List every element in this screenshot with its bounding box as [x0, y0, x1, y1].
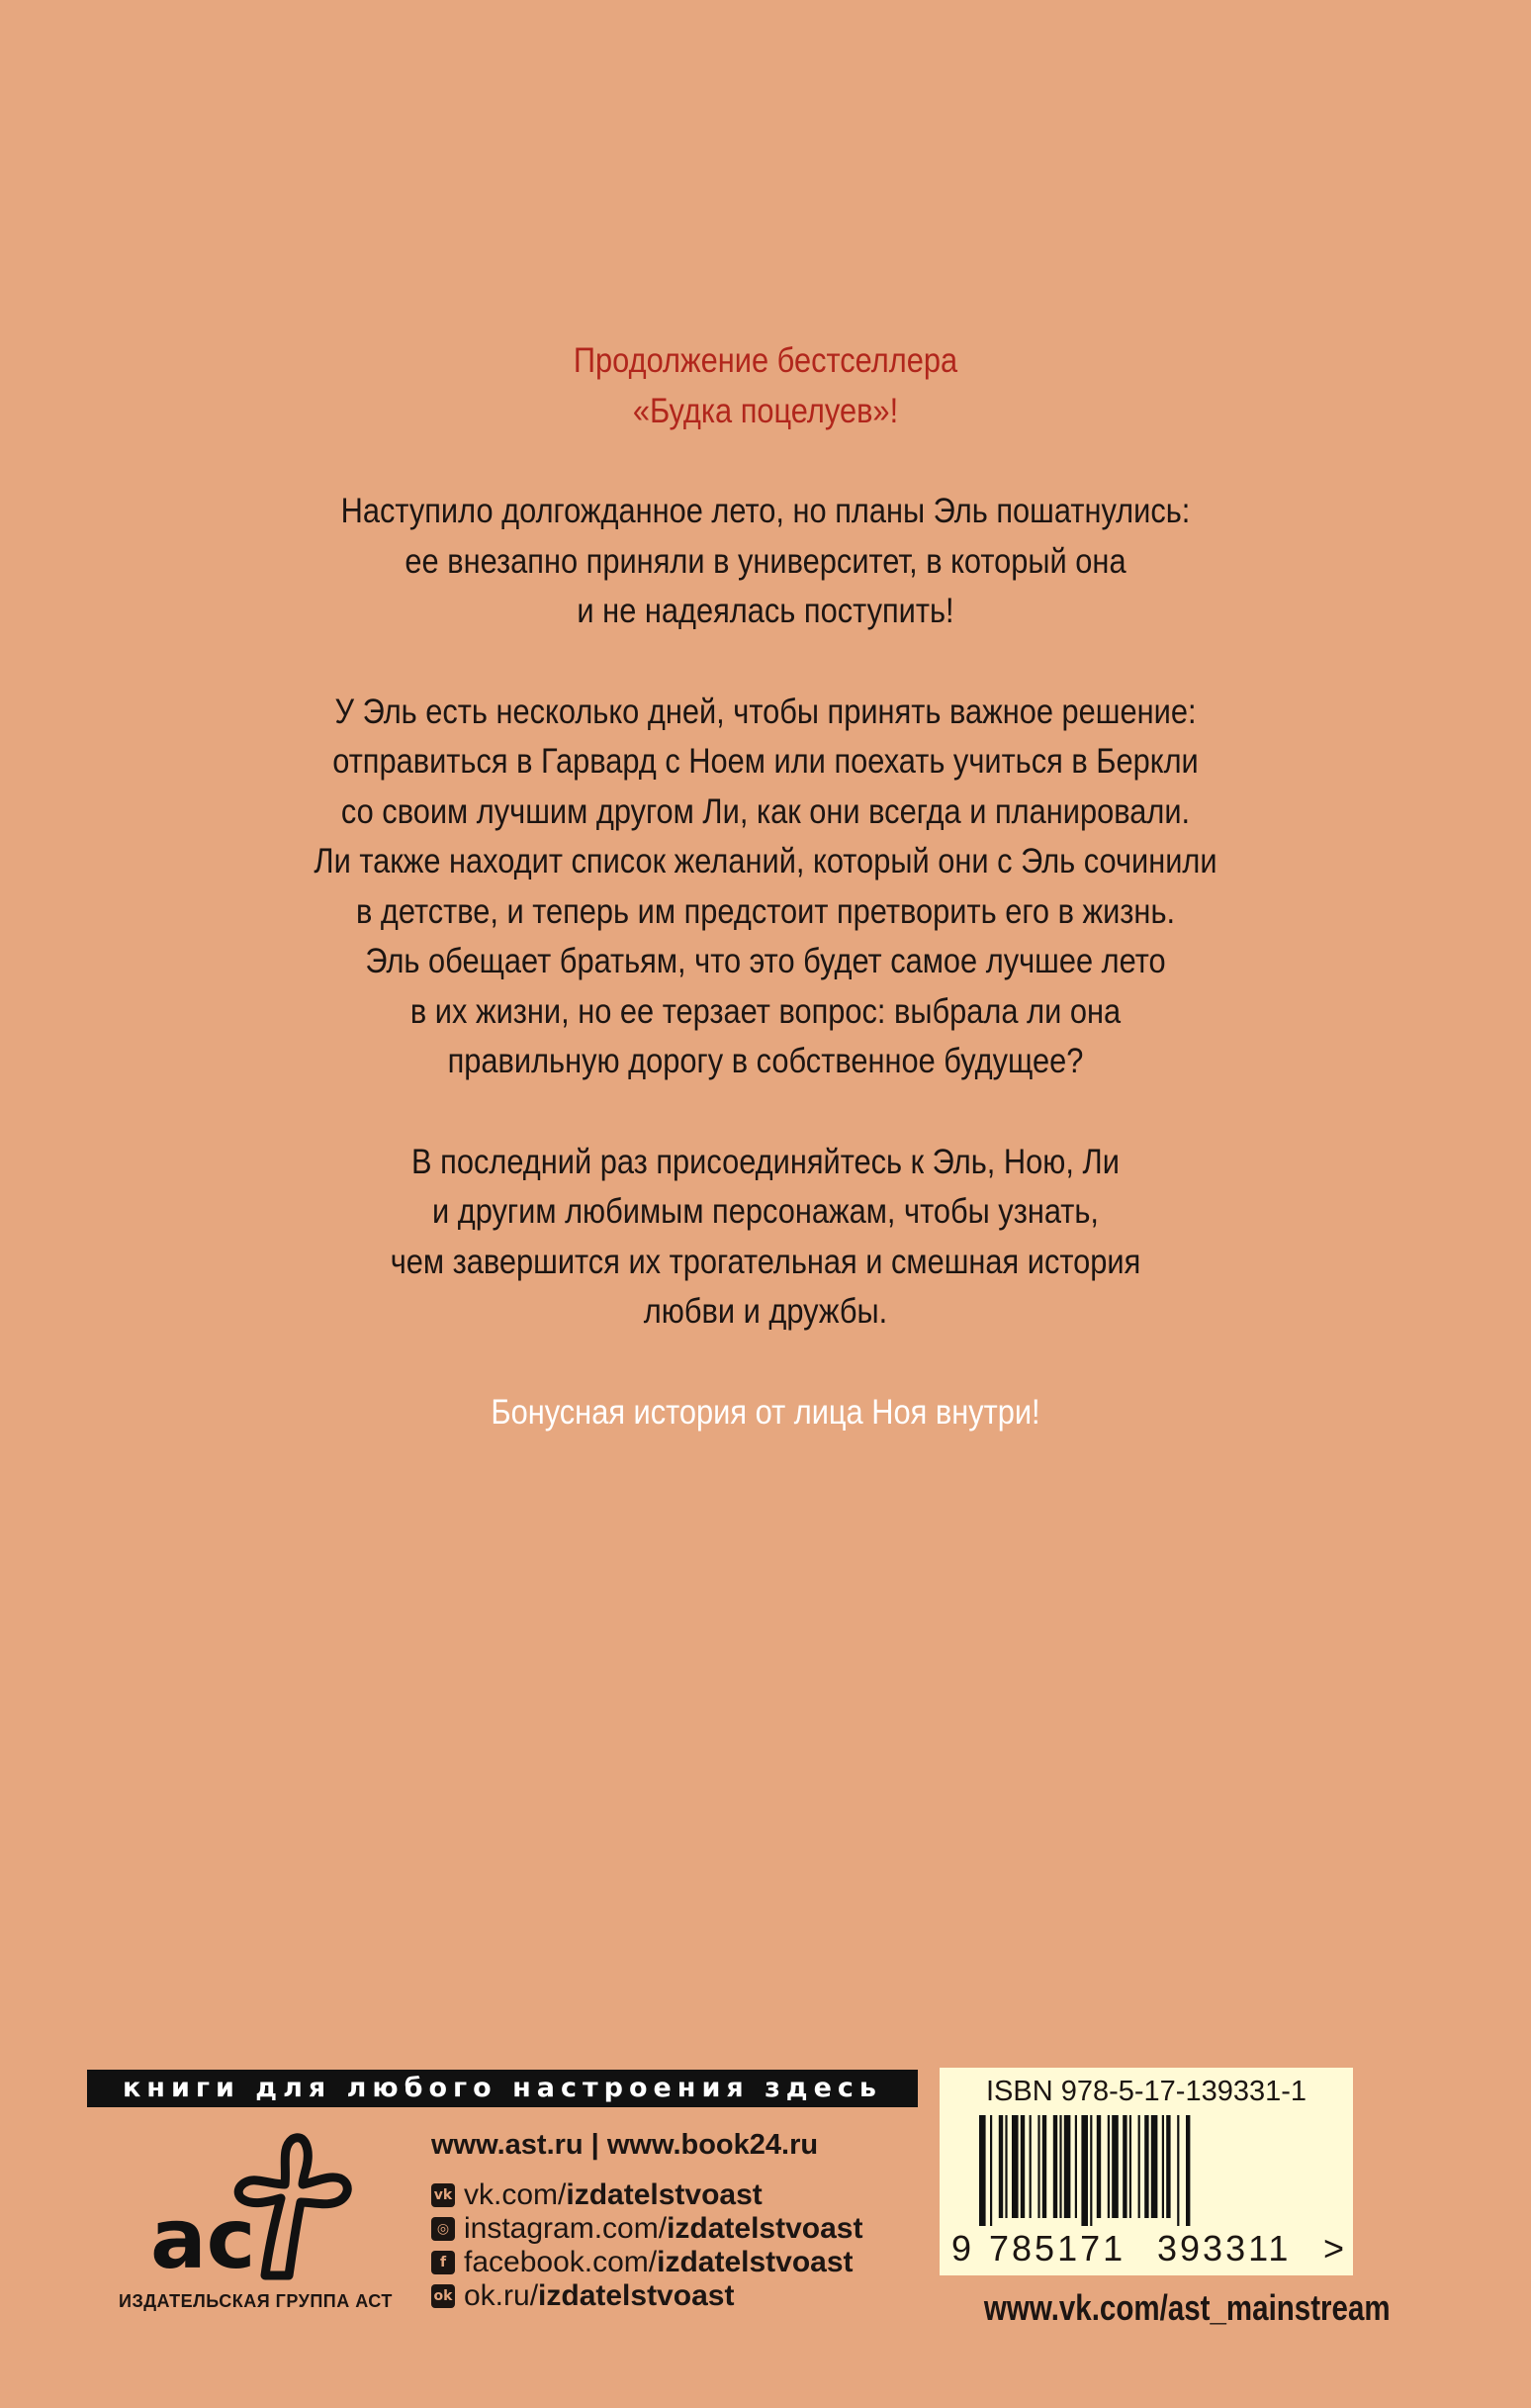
- barcode-bar: [1177, 2115, 1179, 2226]
- barcode-bar: [1075, 2115, 1077, 2218]
- odnoklassniki-icon: ok: [431, 2284, 455, 2308]
- social-link-ok[interactable]: [431, 2279, 862, 2313]
- barcode-bar: [1129, 2115, 1131, 2218]
- barcode-bar: [1166, 2115, 1170, 2218]
- vk-icon: vk: [431, 2183, 455, 2207]
- barcode-arrow: >: [1323, 2228, 1345, 2269]
- social-user: izdatelstvoast: [667, 2212, 863, 2245]
- barcode-bar: [1162, 2115, 1164, 2218]
- text-line: У Эль есть несколько дней, чтобы принять важное решение:: [334, 692, 1197, 731]
- barcode-icon: [979, 2115, 1315, 2226]
- text-line: в детстве, и теперь им предстоит претворить его в жизнь.: [355, 891, 1176, 931]
- text-line: и другим любимым персонажам, чтобы узнать,: [432, 1192, 1099, 1231]
- text-line: Эль обещает братьям, что это будет самое лучшее лето: [365, 942, 1166, 980]
- barcode-panel: [940, 2068, 1353, 2275]
- barcode-bar: [1112, 2115, 1119, 2218]
- barcode-bar: [999, 2115, 1003, 2218]
- barcode-bar: [990, 2115, 992, 2226]
- isbn-number: ISBN 978-5-17-139331-1: [985, 2076, 1307, 2107]
- barcode-bar: [1021, 2115, 1025, 2218]
- barcode-bar: [1005, 2115, 1007, 2218]
- bonus-line: Бонусная история от лица Ноя внутри!: [491, 1392, 1040, 1432]
- vk-mainstream-link[interactable]: www.vk.com/ast_mainstream: [983, 2287, 1391, 2328]
- ast-logo-icon: [148, 2127, 366, 2285]
- barcode-bar: [1012, 2115, 1019, 2218]
- barcode-digit-group: 393311: [1157, 2228, 1292, 2269]
- paragraph-2: [92, 688, 1439, 1087]
- social-user: izdatelstvoast: [538, 2279, 735, 2312]
- publisher-name: ИЗДАТЕЛЬСКАЯ ГРУППА АСТ: [119, 2291, 393, 2311]
- tagline-bar: книги для любого настроения здесь: [87, 2070, 918, 2107]
- paragraph-3: [92, 1138, 1439, 1338]
- headline-line: Продолжение бестселлера: [573, 341, 958, 380]
- social-links: [431, 2178, 862, 2313]
- ast-logo-letters: ac: [150, 2190, 256, 2285]
- bonus-note: [92, 1388, 1439, 1438]
- text-line: Ли также находит список желаний, который они с Эль сочинили: [314, 842, 1217, 880]
- barcode-bar: [979, 2115, 986, 2226]
- social-user: izdatelstvoast: [566, 2178, 763, 2211]
- back-cover-blurb: [0, 336, 1531, 1437]
- headline-line: «Будка поцелуев»!: [632, 391, 899, 430]
- barcode-bar: [1059, 2115, 1061, 2218]
- text-line: Наступило долгожданное лето, но планы Эль пошатнулись:: [340, 492, 1191, 530]
- barcode-bar: [1037, 2115, 1039, 2218]
- barcode-bar: [1186, 2115, 1190, 2226]
- barcode-digit-prefix: 9: [951, 2228, 972, 2269]
- barcode-bar: [1064, 2115, 1071, 2218]
- text-line: любви и дружбы.: [643, 1292, 888, 1331]
- barcode-bars: [979, 2115, 1190, 2226]
- headline: [92, 336, 1439, 436]
- text-line: В последний раз присоединяйтесь к Эль, Ною, Ли: [411, 1142, 1120, 1181]
- text-line: чем завершится их трогательная и смешная история: [390, 1242, 1141, 1281]
- text-line: ее внезапно приняли в университет, в который она: [405, 541, 1126, 581]
- barcode-digit-group: 785171: [989, 2228, 1126, 2269]
- barcode-bar: [1081, 2115, 1088, 2226]
- social-link-instagram[interactable]: [431, 2212, 862, 2246]
- social-domain: vk.com/: [464, 2178, 567, 2211]
- text-line: в их жизни, но ее терзает вопрос: выбрала ли она: [409, 991, 1122, 1031]
- social-link-facebook[interactable]: [431, 2246, 862, 2279]
- social-link-vk[interactable]: [431, 2178, 862, 2212]
- barcode-bar: [1030, 2115, 1032, 2218]
- barcode-bar: [1090, 2115, 1092, 2226]
- text-line: и не надеялась поступить!: [577, 592, 954, 630]
- barcode-bar: [1108, 2115, 1110, 2218]
- website-links[interactable]: www.ast.ru | www.book24.ru: [431, 2129, 819, 2161]
- text-line: правильную дорогу в собственное будущее?: [447, 1042, 1084, 1080]
- paragraph-1: [92, 487, 1439, 637]
- text-line: со своим лучшим другом Ли, как они всегда и планировали.: [340, 791, 1191, 831]
- barcode-bar: [1138, 2115, 1140, 2218]
- text-line: отправиться в Гарвард с Ноем или поехать учиться в Беркли: [332, 742, 1199, 781]
- social-domain: ok.ru/: [464, 2279, 539, 2312]
- barcode-bar: [1151, 2115, 1158, 2218]
- social-domain: instagram.com/: [464, 2212, 668, 2245]
- social-user: izdatelstvoast: [657, 2246, 854, 2278]
- instagram-icon: ◎: [431, 2217, 455, 2241]
- facebook-icon: f: [431, 2251, 455, 2274]
- barcode-bar: [1042, 2115, 1046, 2218]
- barcode-bar: [1123, 2115, 1126, 2218]
- social-domain: facebook.com/: [464, 2246, 658, 2278]
- barcode-bar: [1053, 2115, 1057, 2218]
- barcode-bar: [1097, 2115, 1101, 2218]
- barcode-bar: [1144, 2115, 1148, 2218]
